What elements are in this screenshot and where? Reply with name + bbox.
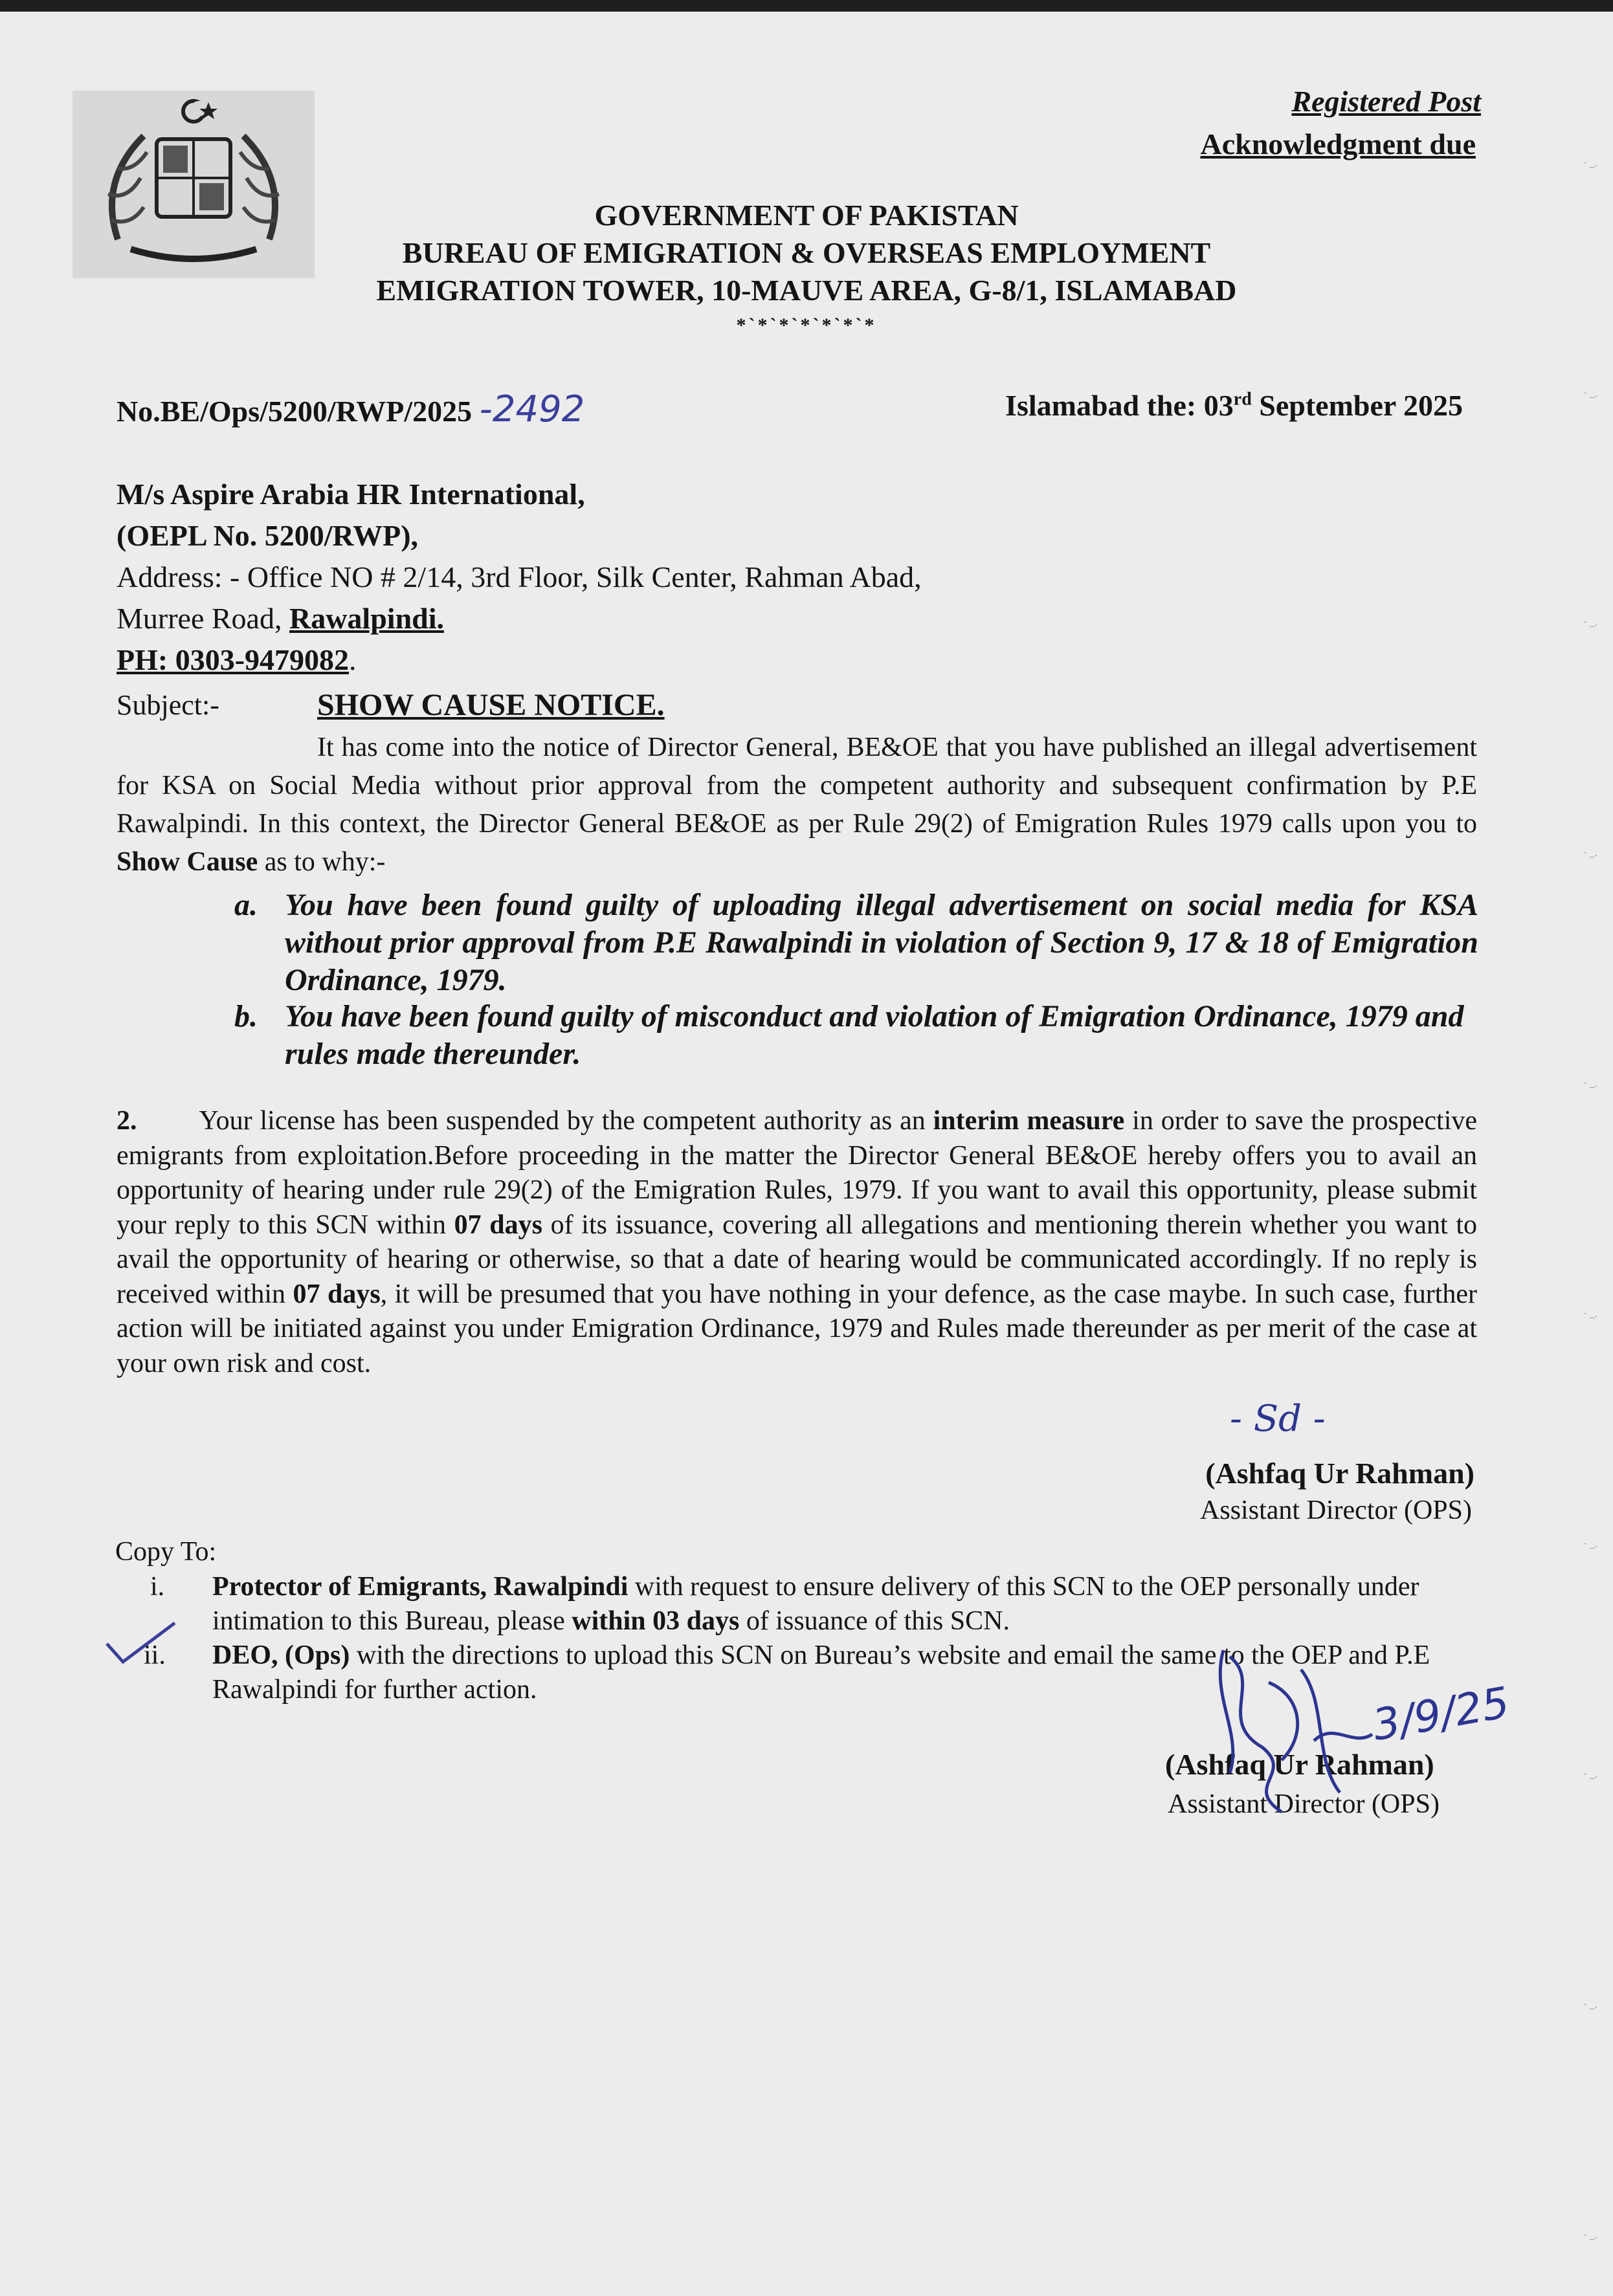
handwritten-ref: -2492 xyxy=(479,388,585,430)
item-a-text: You have been found guilty of uploading illegal advertisement on social media for KSA without prior approval from P.E Rawalpindi in violation of Section 9, 17 & 18 of Emigration Ordinance, 1979. xyxy=(285,888,1478,997)
scan-tick: · _. xyxy=(1583,388,1597,399)
scan-tick: · _. xyxy=(1583,617,1597,628)
ref-no: No.BE/Ops/5200/RWP/2025 xyxy=(117,395,473,428)
date-sup: rd xyxy=(1233,389,1252,410)
para2-text-a: Your license has been suspended by the competent authority as an xyxy=(199,1106,933,1136)
scan-tick: · _. xyxy=(1583,1078,1597,1089)
scan-tick: · _. xyxy=(1583,1769,1597,1780)
scan-tick: · _. xyxy=(1583,1539,1597,1550)
header-line-3: EMIGRATION TOWER, 10-MAUVE AREA, G-8/1, ISLAMABAD xyxy=(376,274,1237,307)
addressee-block xyxy=(117,474,922,681)
copy-ii-text1: with the directions to upload this SCN on Bureau’s website and email the same to the OEP and P.E Rawalpindi for further action. xyxy=(212,1640,1430,1705)
subject-label: Subject:- xyxy=(117,689,219,721)
item-a-marker: a. xyxy=(234,888,258,922)
address-line-2 xyxy=(117,598,922,639)
addressee-oepl: (OEPL No. 5200/RWP), xyxy=(117,519,419,552)
para2-text-c: in order to save the prospective emigrants from exploitation.Before proceeding in the matter the Director General BE&OE hereby offers you to avail an opportunity of hearing under rule 29(2) of the Emigration Rules, 1979. If you want to avail this opportunity, please submit your reply to this SCN within xyxy=(117,1106,1478,1240)
copy-i-text2: of issuance of this SCN. xyxy=(739,1606,1010,1636)
scan-top-edge xyxy=(0,0,1613,12)
scan-tick: · _. xyxy=(1583,2230,1597,2241)
item-b-marker: b. xyxy=(234,999,258,1033)
place-date xyxy=(1005,388,1463,423)
para1-bold: Show Cause xyxy=(117,847,258,877)
header-line-2: BUREAU OF EMIGRATION & OVERSEAS EMPLOYMENT xyxy=(402,236,1211,269)
para2-number: 2. xyxy=(117,1106,137,1136)
para2-text-g: , it will be presumed that you have nothing in your defence, as the case maybe. In such case, further action will be initiated against you under Emigration Ordinance, 1979 and Rules made thereunder as per merit of the case at your own risk and cost. xyxy=(117,1279,1477,1378)
registered-post: Registered Post xyxy=(1291,85,1481,118)
date-suffix: September 2025 xyxy=(1251,389,1463,422)
addressee-phone: PH: 0303-9479082 xyxy=(117,643,350,676)
copy-to-label: Copy To: xyxy=(115,1537,217,1567)
item-b-text: You have been found guilty of misconduct and violation of Emigration Ordinance, 1979 and rules made thereunder. xyxy=(285,999,1464,1071)
date-prefix: Islamabad the: 03 xyxy=(1005,389,1234,422)
checkmark-icon xyxy=(104,1618,181,1670)
phone-end: . xyxy=(349,643,357,676)
copy-item-i-marker: i. xyxy=(150,1572,165,1602)
copy-i-bold2: within 03 days xyxy=(572,1606,740,1636)
signatory-name-2: (Ashfaq Ur Rahman) xyxy=(1165,1748,1434,1781)
copy-ii-recipient: DEO, (Ops) xyxy=(212,1640,350,1670)
address-road: Murree Road, xyxy=(117,602,289,635)
address-line-1: Address: - Office NO # 2/14, 3rd Floor, Silk Center, Rahman Abad, xyxy=(117,560,922,593)
handwritten-date: 3/9/25 xyxy=(1368,1677,1513,1750)
scan-tick: · _. xyxy=(1583,1308,1597,1319)
acknowledgment-due: Acknowledgment due xyxy=(1200,127,1476,160)
addressee-name: M/s Aspire Arabia HR International, xyxy=(117,478,585,511)
header-stars: *`*`*`*`*`*`* xyxy=(736,315,877,336)
signatory-name-1: (Ashfaq Ur Rahman) xyxy=(1205,1457,1474,1490)
address-city: Rawalpindi. xyxy=(289,602,445,635)
para1-end: as to why:- xyxy=(258,847,386,877)
copy-item-ii-marker: ii. xyxy=(144,1640,166,1670)
para2-bold-days-2: 07 days xyxy=(293,1279,381,1309)
header-line-1: GOVERNMENT OF PAKISTAN xyxy=(594,199,1019,232)
para2-bold-days-1: 07 days xyxy=(454,1209,542,1240)
scan-tick: · _. xyxy=(1583,2000,1597,2011)
signatory-title-1: Assistant Director (OPS) xyxy=(1200,1496,1472,1525)
scan-tick: · _. xyxy=(1583,158,1597,169)
para2-text-e: of its issuance, covering all allegations and mentioning therein whether you want to avail the opportunity of hearing or otherwise, so that a date of hearing would be communicated accordingly. If no reply is received within xyxy=(117,1209,1478,1309)
signatory-title-2: Assistant Director (OPS) xyxy=(1168,1789,1440,1819)
subject-title: SHOW CAUSE NOTICE. xyxy=(317,688,665,722)
scan-tick: · _. xyxy=(1583,848,1597,859)
copy-i-text1: with request to ensure delivery of this SCN to the OEP personally under intimation to this Bureau, please xyxy=(212,1572,1419,1636)
para2-bold-interim: interim measure xyxy=(933,1106,1125,1136)
body-paragraph-2 xyxy=(117,1104,1477,1381)
copy-item-i xyxy=(212,1570,1477,1639)
sd-mark: - Sd - xyxy=(1230,1398,1326,1440)
para1-text: It has come into the notice of Director General, BE&OE that you have published an illegal advertisement for KSA on Social Media without prior approval from the competent authority and subsequent confirmation by P.E Rawalpindi. In this context, the Director General BE&OE as per Rule 29(2) of Emigration Rules 1979 calls upon you to xyxy=(117,733,1477,839)
reference-number xyxy=(117,388,584,430)
copy-i-recipient: Protector of Emigrants, Rawalpindi xyxy=(212,1572,629,1602)
body-paragraph-1 xyxy=(117,729,1477,881)
